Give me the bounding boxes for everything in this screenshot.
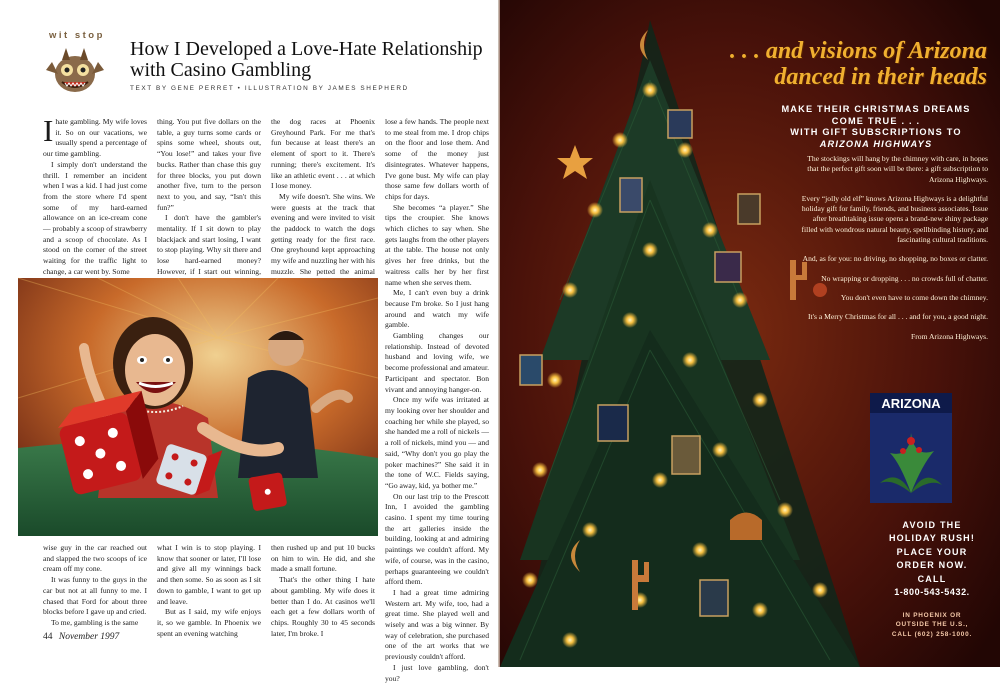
paragraph: then rushed up and put 10 bucks on him to win. He did, and she made a small fortune. bbox=[271, 543, 375, 574]
paragraph: the dog races at Phoenix Greyhound Park. For me that's fun because at least there's an element of sport to it. There's running; there's excitement. It's like an athletic event . . . at which I lose money. bbox=[271, 117, 375, 191]
page-folio bbox=[43, 632, 119, 642]
paragraph: I had a great time admiring Western art. My wife, too, had a great time. She played well and wisely and was a big winner. By way of celebration, she purchased one of the art works that we previously couldn't afford. bbox=[385, 587, 489, 662]
paragraph: My wife doesn't. She wins. We were guests at the track that evening and were invited to visit the paddock to watch the dogs getting ready for the first race. One greyhound kept approaching my wife and nuzzling her with his muzzle. She petted the animal bbox=[271, 191, 375, 276]
casino-illustration bbox=[18, 278, 378, 536]
paragraph: But as I said, my wife enjoys it, so we gamble. In Phoenix we spent an evening watching bbox=[157, 607, 261, 638]
section-tag: wit stop bbox=[49, 30, 105, 41]
paragraph: To me, gambling is the same bbox=[51, 617, 139, 627]
paragraph: It was funny to the guys in the car but not at all funny to me. I chased that Ford for about three blocks before I gave up and cried. bbox=[43, 575, 147, 617]
ad-paragraph: Every “jolly old elf” knows Arizona Highways is a delightful holiday gift for family, friends, and business associates. Issue after breathtaking issue opens a brand-new shiny package filled with wondrous natural beauty, spellbinding history, and fascinating cultural traditions. bbox=[801, 193, 988, 245]
ad-subhead-line: COME TRUE . . . bbox=[831, 115, 921, 126]
ad-subhead-line: WITH GIFT SUBSCRIPTIONS TO bbox=[790, 127, 962, 137]
cta-line: HOLIDAY RUSH! bbox=[888, 533, 976, 544]
paragraph: She becomes “a player.” She tips the croupier. She knows which cliches to say when. She gets laughs from the other players at the table. The house not only gives her free drinks, but the waitress calls her by her first name when she serves them. bbox=[385, 202, 489, 287]
article-headline: How I Developed a Love-Hate Relationship with Casino Gambling bbox=[130, 38, 483, 81]
ad-paragraph: The stockings will hang by the chimney with care, in hopes that the perfect gift soon will be there: a gift subscription to Arizona Highways. bbox=[807, 154, 988, 184]
issue-date: November 1997 bbox=[58, 632, 120, 642]
paragraph: Gambling changes our relationship. Instead of devoted husband and loving wife, we become professional and amateur. Participant and spectator. Bon vivant and annoying hanger-on. bbox=[385, 331, 489, 394]
ad-paragraph: No wrapping or dropping . . . no crowds full of chatter. bbox=[821, 273, 988, 283]
page-number: 44 bbox=[43, 632, 53, 642]
cta-line: CALL bbox=[917, 573, 947, 584]
ad-paragraph: And, as for you: no driving, no shopping, no boxes or clatter. bbox=[802, 254, 988, 264]
paragraph: I just love gambling, don't you? bbox=[385, 662, 489, 683]
paragraph: Once my wife was irritated at my looking over her shoulder and coaching her while she played, so she handed me a roll of nickels — a roll of nickels, mind you — and said, “Why don't you go play the poker machines?” She said it in the tone of W.C. Fields saying, “Go away, kid, ya bother me.” bbox=[385, 395, 489, 490]
paragraph: lose a few hands. The people next to me steal from me. I drop chips on the floor and lose them. And some of the money just disintegrates. Whatever happens, I've gone bust. My wife can play those same few dollars worth of chips for days. bbox=[385, 117, 489, 201]
article-column-2-bottom bbox=[157, 543, 261, 638]
gremlin-mascot-icon bbox=[44, 40, 106, 98]
paragraph: I simply don't understand the thrill. I remember an incident when I was a kid. I had just come from the store where I'd spent some of my hard-earned allowance on an ice-cream cone — probably a scoop of strawberry and a scoop of chocolate. As I stood on the corner of the street waiting for the traffic light to change, a car went by. Some bbox=[43, 159, 147, 276]
left-page-article bbox=[0, 0, 500, 683]
ad-call-to-action bbox=[872, 519, 992, 599]
article-column-2-top bbox=[157, 117, 261, 277]
paragraph: thing. You put five dollars on the table, a guy turns some cards or spins some wheel, shouts out, “You lose!” and takes your five bucks. Rather than chase this guy for three blocks, you put down another five, turn to the person next to you, and say, “Isn't this fun?” bbox=[157, 117, 261, 212]
drop-cap: I bbox=[43, 113, 54, 148]
paragraph: Me, I can't even buy a drink because I'm broke. So I just hang around and watch my wife gamble. bbox=[385, 288, 489, 330]
cta-line: ORDER NOW. bbox=[896, 560, 968, 571]
note-line: IN PHOENIX OR bbox=[902, 612, 962, 619]
magazine-cover-title: ARIZONA bbox=[881, 396, 941, 411]
ad-paragraph: You don't even have to come down the chimney. bbox=[840, 292, 988, 302]
ad-paragraph: From Arizona Highways. bbox=[911, 331, 988, 341]
paragraph: I don't have the gambler's mentality. If I sit down to play blackjack and start losing, I want to stop playing. Why sit there and lose hard-earned money? However, if I start out winning, bbox=[157, 213, 261, 276]
paragraph: On our last trip to the Prescott Inn, I avoided the gambling casino. I spent my time touring the art galleries inside the building, looking at and admiring paintings we couldn't afford. My wife, of course, was in the casino, perhaps guaranteeing we couldn't afford them. bbox=[385, 491, 489, 587]
paragraph: what I win is to stop playing. I know that sooner or later, I'll lose and give all my winnings back and then some. So as soon as I sit down to gamble, I want to get up and leave. bbox=[157, 543, 261, 606]
article-column-4 bbox=[385, 117, 489, 683]
cta-phone-number: 1-800-543-5432. bbox=[894, 587, 970, 598]
ad-subhead-line: ARIZONA HIGHWAYS bbox=[819, 138, 933, 149]
article-byline: TEXT BY GENE PERRET • ILLUSTRATION BY JAMES SHEPHERD bbox=[130, 85, 409, 92]
magazine-cover-image bbox=[870, 393, 952, 503]
ad-paragraph: It's a Merry Christmas for all . . . and for you, a good night. bbox=[808, 312, 988, 322]
article-column-3-top bbox=[271, 117, 375, 277]
paragraph: hate gambling. My wife loves it. So on our vacations, we usually spend a percentage of our time gambling. bbox=[43, 117, 147, 159]
ad-subhead bbox=[770, 104, 982, 150]
article-column-1-top bbox=[43, 113, 147, 277]
paragraph: wise guy in the car reached out and slapped the two scoops of ice cream off my cone. bbox=[43, 543, 147, 574]
ad-headline-line: . . . and visions of Arizona bbox=[729, 38, 987, 64]
note-line: OUTSIDE THE U.S., bbox=[895, 621, 969, 629]
ad-subhead-line: MAKE THEIR CHRISTMAS DREAMS bbox=[781, 104, 971, 114]
ad-headline bbox=[692, 38, 987, 90]
cta-line: AVOID THE bbox=[902, 520, 962, 530]
article-column-1-bottom bbox=[43, 543, 147, 633]
ad-phone-note bbox=[872, 611, 992, 639]
cta-line: PLACE YOUR bbox=[896, 546, 968, 557]
note-line: CALL (602) 258-1000. bbox=[891, 630, 973, 638]
paragraph: That's the other thing I hate about gambling. My wife does it better than I do. At casinos we'll each get a few dollars worth of chips. Roughly 30 to 45 seconds later, I'm broke. I bbox=[271, 575, 375, 638]
ad-headline-line: danced in their heads bbox=[774, 64, 987, 90]
article-column-3-bottom bbox=[271, 543, 375, 638]
ad-body-copy bbox=[796, 154, 988, 351]
right-page-advertisement bbox=[500, 0, 1000, 667]
